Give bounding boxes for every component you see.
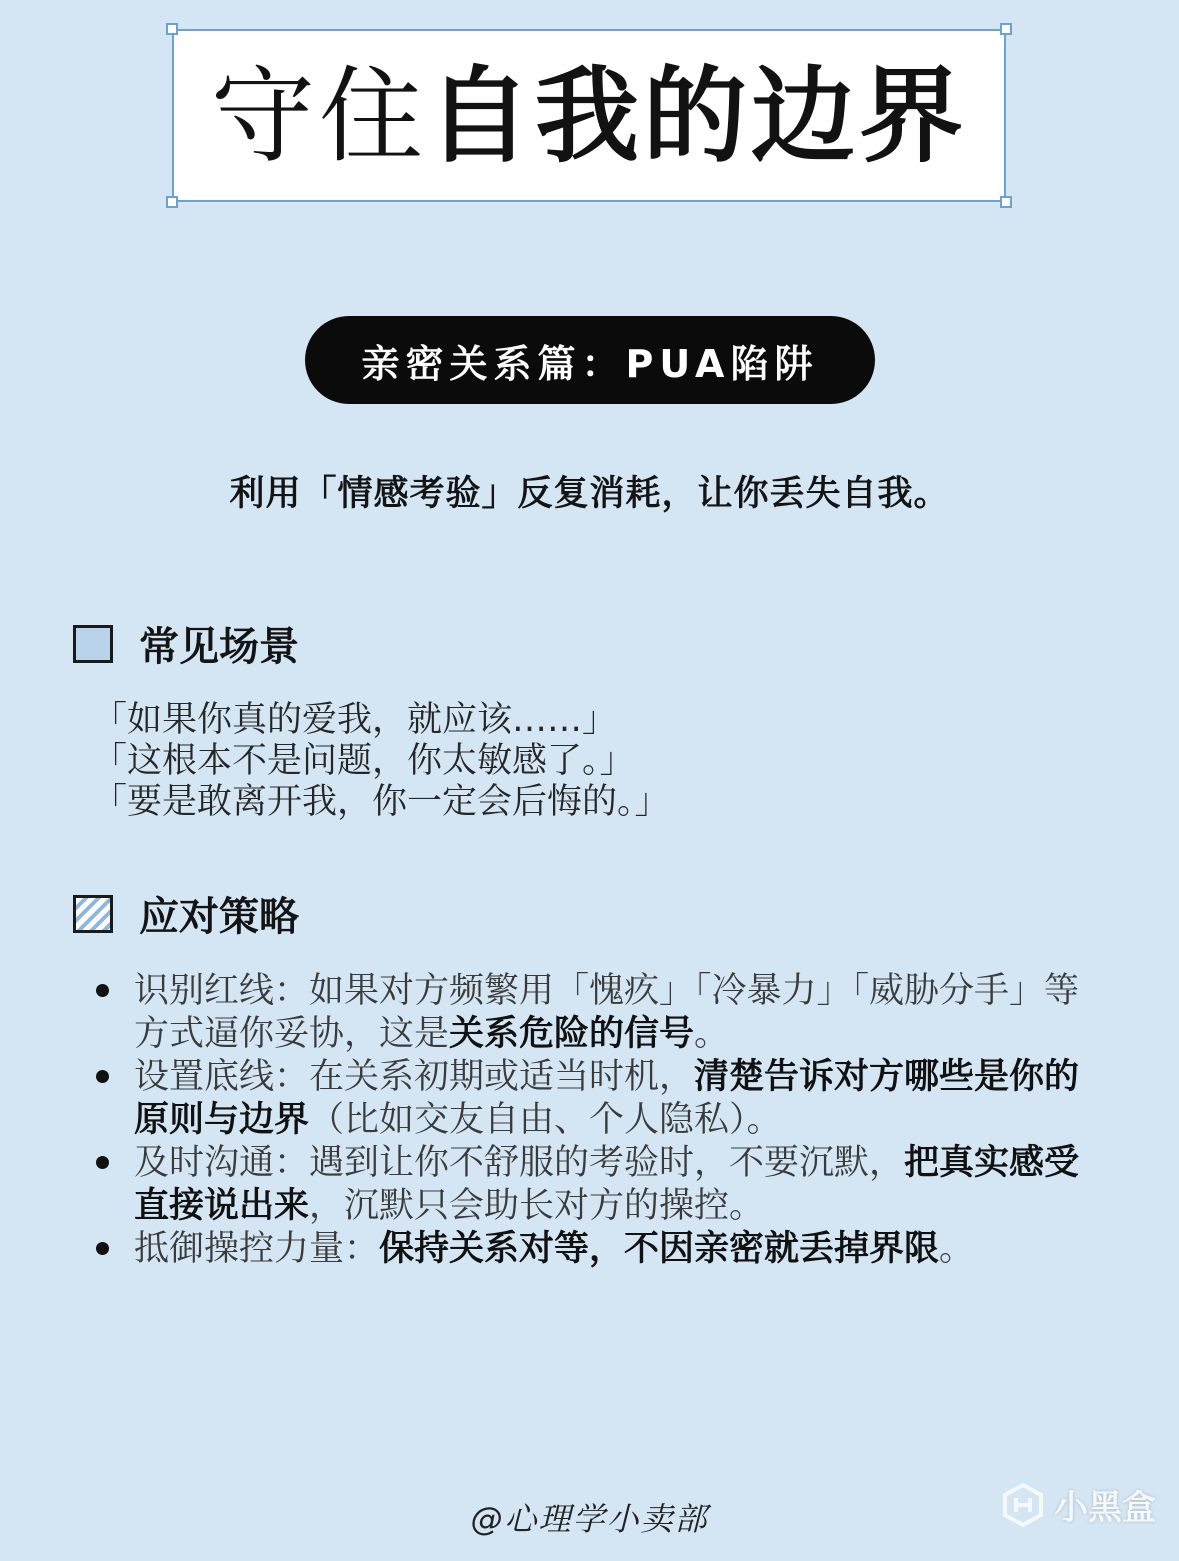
- section-scenes-header: [73, 615, 299, 672]
- author-signature: @心理学小卖部: [470, 1500, 709, 1538]
- title-part-1: 守住: [210, 54, 427, 177]
- hatched-square-icon: [73, 895, 113, 933]
- title-part-2: 自我的边界: [427, 54, 968, 177]
- topic-badge: [305, 316, 875, 404]
- item-text: 及时沟通：遇到让你不舒服的考验时，不要沉默，: [134, 1143, 905, 1183]
- strategy-list: [96, 970, 1096, 1271]
- list-item: [96, 1142, 1096, 1228]
- section-scenes-title: 常见场景: [139, 624, 299, 670]
- bullet-dot-icon: [96, 1242, 109, 1255]
- intro-text: 利用「情感考验」反复消耗，让你丢失自我。: [229, 474, 950, 514]
- item-text-end: 。: [694, 1014, 730, 1054]
- selection-handle-top-right: [1000, 23, 1012, 35]
- list-item: [96, 1056, 1096, 1142]
- watermark: [1000, 1480, 1156, 1529]
- list-item: [96, 1228, 1096, 1271]
- item-emphasis: 保持关系对等，不因亲密就丢掉界限: [379, 1229, 940, 1269]
- page-title: [210, 54, 968, 177]
- bullet-dot-icon: [96, 1070, 109, 1083]
- section-strategy-header: [73, 885, 299, 942]
- item-text-end: （比如交友自由、个人隐私）。: [309, 1100, 782, 1140]
- item-text-end: 。: [939, 1229, 975, 1269]
- topic-badge-label: 亲密关系篇：PUA陷阱: [361, 341, 819, 386]
- item-text: 抵御操控力量：: [134, 1229, 380, 1269]
- item-emphasis: 关系危险的信号: [449, 1014, 695, 1054]
- item-text-end: ，沉默只会助长对方的操控。: [309, 1186, 765, 1226]
- selection-handle-bottom-right: [1000, 196, 1012, 208]
- bullet-dot-icon: [96, 984, 109, 997]
- title-box: [172, 29, 1006, 202]
- item-text: 识别红线：如果对方频繁用「愧疚」「冷暴力」「威胁分手」等方式逼你妥协，这是: [134, 971, 1080, 1054]
- quote-line: 「要是敢离开我，你一定会后悔的。」: [92, 782, 670, 822]
- section-strategy-title: 应对策略: [139, 894, 299, 940]
- item-text: 设置底线：在关系初期或适当时机，: [134, 1057, 695, 1097]
- selection-handle-bottom-left: [166, 196, 178, 208]
- item-emphasis: 清楚告诉对方哪些是你的原则与边界: [134, 1057, 1080, 1140]
- quotes-list: [92, 700, 670, 823]
- bullet-dot-icon: [96, 1156, 109, 1169]
- solid-square-icon: [73, 625, 113, 663]
- selection-handle-top-left: [166, 23, 178, 35]
- quote-line: 「如果你真的爱我，就应该……」: [92, 700, 618, 740]
- watermark-text: 小黑盒: [1054, 1488, 1156, 1528]
- item-emphasis: 把真实感受直接说出来: [134, 1143, 1080, 1226]
- heybox-logo-icon: [1000, 1482, 1046, 1528]
- quote-line: 「这根本不是问题，你太敏感了。」: [92, 741, 635, 781]
- list-item: [96, 970, 1096, 1056]
